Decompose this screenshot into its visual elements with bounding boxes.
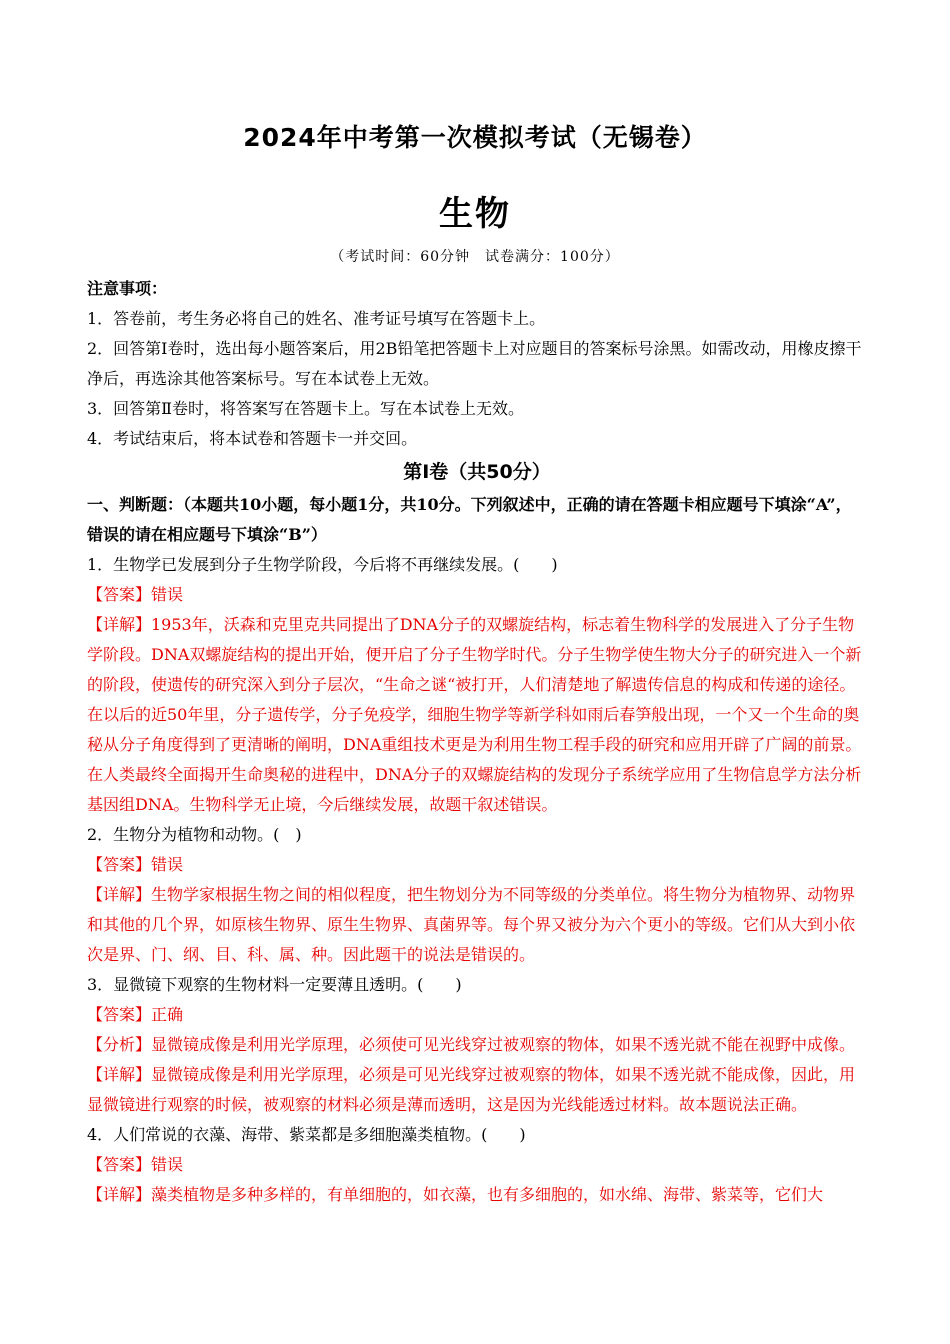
part1-instructions: 一、判断题：（本题共10小题，每小题1分，共10分。下列叙述中，正确的请在答题卡相应题号下填涂“A”，错误的请在相应题号下填涂“B”） xyxy=(87,495,852,544)
notice-heading: 注意事项： xyxy=(87,279,168,298)
question-stem: 1．生物学已发展到分子生物学阶段，今后将不再继续发展。( ) xyxy=(87,555,558,574)
notice-item: 4．考试结束后，将本试卷和答题卡一并交回。 xyxy=(87,429,418,448)
explanation-text: 【详解】藻类植物是多种多样的，有单细胞的，如衣藻，也有多细胞的，如水绵、海带、紫菜等，它们大 xyxy=(87,1185,824,1204)
subject-title: 生物 xyxy=(439,194,511,234)
question-stem: 4．人们常说的衣藻、海带、紫菜都是多细胞藻类植物。( ) xyxy=(87,1125,526,1144)
notice-item: 2．回答第Ⅰ卷时，选出每小题答案后，用2B铅笔把答题卡上对应题目的答案标号涂黑。如需改动，用橡皮擦干净后，再选涂其他答案标号。写在本试卷上无效。 xyxy=(87,339,862,388)
answer-label: 【答案】错误 xyxy=(87,1155,184,1174)
explanation-text: 【详解】1953年，沃森和克里克共同提出了DNA分子的双螺旋结构，标志着生物科学的发展进入了分子生物学阶段。DNA双螺旋结构的提出开始，便开启了分子生物学时代。分子生物学使生物大分子的研究进入一个新的阶段，使遗传的研究深入到分子层次，“生命之谜“被打开，人们清楚地了解遗传信息的构成和传递的途径。在以后的近50年里，分子遗传学，分子免疫学，细胞生物学等新学科如雨后春笋般出现，一个又一个生命的奥秘从分子角度得到了更清晰的阐明，DNA重组技术更是为利用生物工程手段的研究和应用开辟了广阔的前景。在人类最终全面揭开生命奥秘的进程中，DNA分子的双螺旋结构的发现分子系统学应用了生物信息学方法分析基因组DNA。生物科学无止境，今后继续发展，故题干叙述错误。 xyxy=(87,615,862,814)
answer-label: 【答案】错误 xyxy=(87,855,184,874)
question-stem: 2．生物分为植物和动物。( ) xyxy=(87,825,302,844)
explanation-text: 【详解】显微镜成像是利用光学原理，必须是可见光线穿过被观察的物体，如果不透光就不能成像，因此，用显微镜进行观察的时候，被观察的材料必须是薄而透明，这是因为光线能透过材料。故本题说法正确。 xyxy=(87,1065,856,1114)
explanation-text: 【详解】生物学家根据生物之间的相似程度，把生物划分为不同等级的分类单位。将生物分为植物界、动物界和其他的几个界，如原核生物界、原生生物界、真菌界等。每个界又被分为六个更小的等级。它们从大到小依次是界、门、纲、目、科、属、种。因此题干的说法是错误的。 xyxy=(87,885,856,964)
exam-title: 2024年中考第一次模拟考试（无锡卷） xyxy=(243,123,707,152)
notice-item: 1．答卷前，考生务必将自己的姓名、准考证号填写在答题卡上。 xyxy=(87,309,546,328)
exam-info: （考试时间：60分钟 试卷满分：100分） xyxy=(330,249,620,265)
notice-item: 3．回答第Ⅱ卷时，将答案写在答题卡上。写在本试卷上无效。 xyxy=(87,399,525,418)
answer-label: 【答案】正确 xyxy=(87,1005,184,1024)
analysis-text: 【分析】显微镜成像是利用光学原理，必须使可见光线穿过被观察的物体，如果不透光就不能在视野中成像。 xyxy=(87,1035,856,1054)
document-body xyxy=(87,274,867,1210)
part1-title: 第Ⅰ卷（共50分） xyxy=(403,461,551,483)
answer-label: 【答案】错误 xyxy=(87,585,184,604)
question-stem: 3．显微镜下观察的生物材料一定要薄且透明。( ) xyxy=(87,975,462,994)
